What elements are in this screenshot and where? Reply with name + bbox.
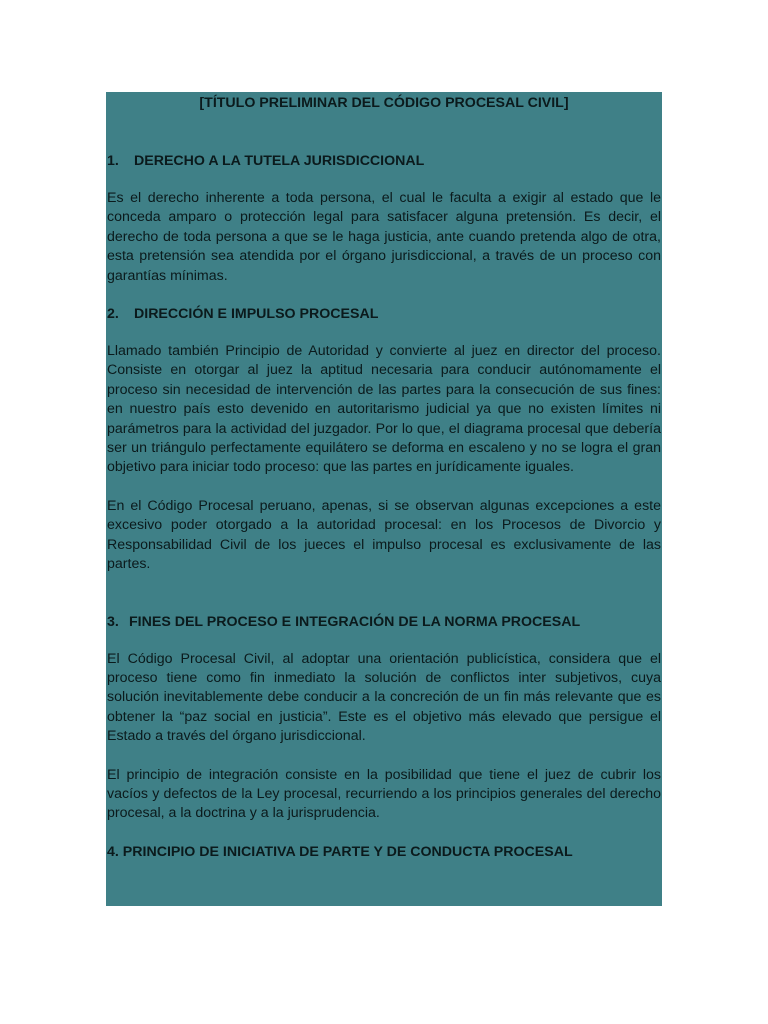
section-3-paragraph-2: El principio de integración consiste en la posibilidad que tiene el juez de cubrir los vacíos y defectos de la Ley procesal, recurriendo a los principios generales del derecho procesal, a la doctrina y a la jurisprudencia.	[107, 766, 661, 822]
section-1-paragraph-1: Es el derecho inherente a toda persona, el cual le faculta a exigir al estado que le conceda amparo o protección legal para satisfacer alguna pretensión. Es decir, el derecho de toda persona a que se le haga justicia, ante cuando pretenda algo de otra, esta pretensión sea atendida por el órgano jurisdiccional, a través de un proceso con garantías mínimas.	[107, 190, 661, 284]
section-2-paragraph-2: En el Código Procesal peruano, apenas, si se observan algunas excepciones a este excesivo poder otorgado a la autoridad procesal: en los Procesos de Divorcio y Responsabilidad Civil de los jueces el impulso procesal es exclusivamente de las partes.	[107, 497, 661, 573]
section-number-4: 4.	[107, 843, 119, 860]
section-title-1: DERECHO A LA TUTELA JURISDICCIONAL	[134, 153, 425, 169]
section-heading-4	[107, 843, 661, 862]
section-title-3: FINES DEL PROCESO E INTEGRACIÓN DE LA NORMA PROCESAL	[129, 613, 581, 630]
section-number-1: 1.	[107, 153, 119, 169]
section-heading-2	[107, 305, 661, 324]
section-title-2: DIRECCIÓN E IMPULSO PROCESAL	[134, 306, 379, 323]
document-page	[106, 92, 662, 906]
section-3-paragraph-1: El Código Procesal Civil, al adoptar una orientación publicística, considera que el proceso tiene como fin inmediato la solución de conflictos inter subjetivos, cuya solución inevitablemente debe conducir a la concreción de un fin más relevante que es obtener la “paz social en justicia”. Este es el objetivo más elevado que persigue el Estado a través del órgano jurisdiccional.	[107, 650, 661, 745]
section-heading-1	[107, 152, 661, 171]
section-2-paragraph-1: Llamado también Principio de Autoridad y convierte al juez en director del proceso. Consiste en otorgar al juez la aptitud necesaria para conducir autónomamente el proceso sin necesidad de intervención de las partes para la consecución de sus fines: en nuestro país esto devenido en autoritarismo judicial ya que no existen límites ni parámetros para la actividad del juzgador. Por lo que, el diagrama procesal que debería ser un triángulo perfectamente equilátero se deforma en escaleno y no se logra el gran objetivo para iniciar todo proceso: que las partes en jurídicamente iguales.	[107, 343, 661, 476]
section-number-3: 3.	[107, 613, 119, 630]
section-title-4: PRINCIPIO DE INICIATIVA DE PARTE Y DE CONDUCTA PROCESAL	[122, 843, 573, 860]
document-title: [TÍTULO PRELIMINAR DEL CÓDIGO PROCESAL CIVIL]	[199, 95, 569, 111]
section-number-2: 2.	[107, 306, 119, 323]
section-heading-3	[107, 613, 661, 632]
